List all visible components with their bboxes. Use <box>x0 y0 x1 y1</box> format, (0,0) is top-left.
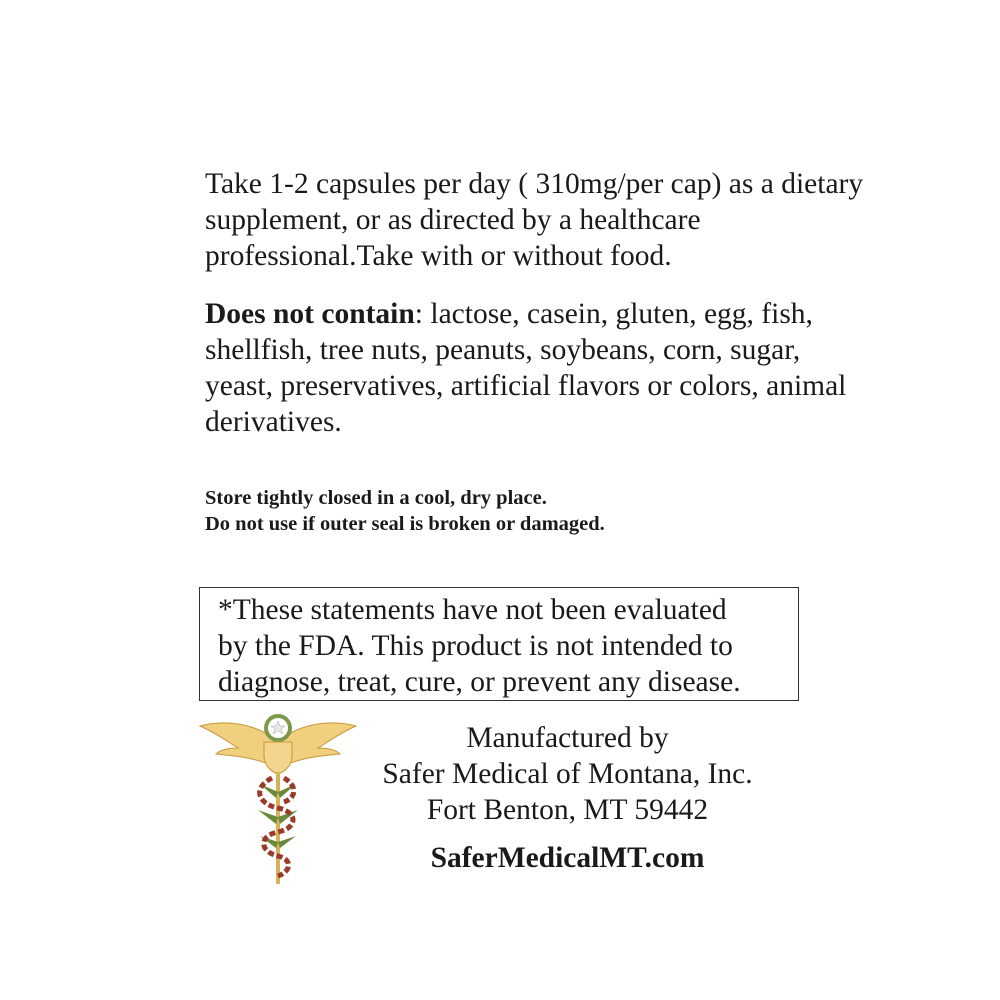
storage-instructions <box>205 485 605 537</box>
disclaimer-line: by the FDA. This product is not intended to <box>218 630 733 662</box>
shield <box>264 742 292 774</box>
disclaimer-line: diagnose, treat, cure, or prevent any disease. <box>218 666 741 698</box>
disclaimer-line: *These statements have not been evaluated <box>218 594 727 626</box>
allergen-statement <box>205 296 865 440</box>
staff <box>276 772 280 884</box>
fda-disclaimer-text <box>218 592 741 700</box>
allergen-heading: Does not contain <box>205 298 415 330</box>
manufacturer-block <box>340 720 795 876</box>
allergen-list: : lactose, casein, gluten, egg, fish, shellfish, tree nuts, peanuts, soybeans, corn, sugar, yeast, preservatives, artificial flavors or colors, animal derivatives. <box>205 298 847 438</box>
storage-line: Store tightly closed in a cool, dry place. <box>205 487 547 509</box>
seal-warning: Do not use if outer seal is broken or damaged. <box>205 513 605 535</box>
star <box>271 721 285 734</box>
directions-text: Take 1-2 capsules per day ( 310mg/per cap) as a dietary supplement, or as directed by a healthcare professional.Take with or without food. <box>205 168 864 272</box>
company-name: Safer Medical of Montana, Inc. <box>382 758 753 790</box>
fda-disclaimer-box <box>199 587 799 701</box>
manufacturer-label: Manufactured by <box>466 722 669 754</box>
company-address: Fort Benton, MT 59442 <box>426 794 709 826</box>
website-link[interactable]: SaferMedicalMT.com <box>430 842 705 874</box>
winged-caduceus-icon <box>198 712 358 892</box>
